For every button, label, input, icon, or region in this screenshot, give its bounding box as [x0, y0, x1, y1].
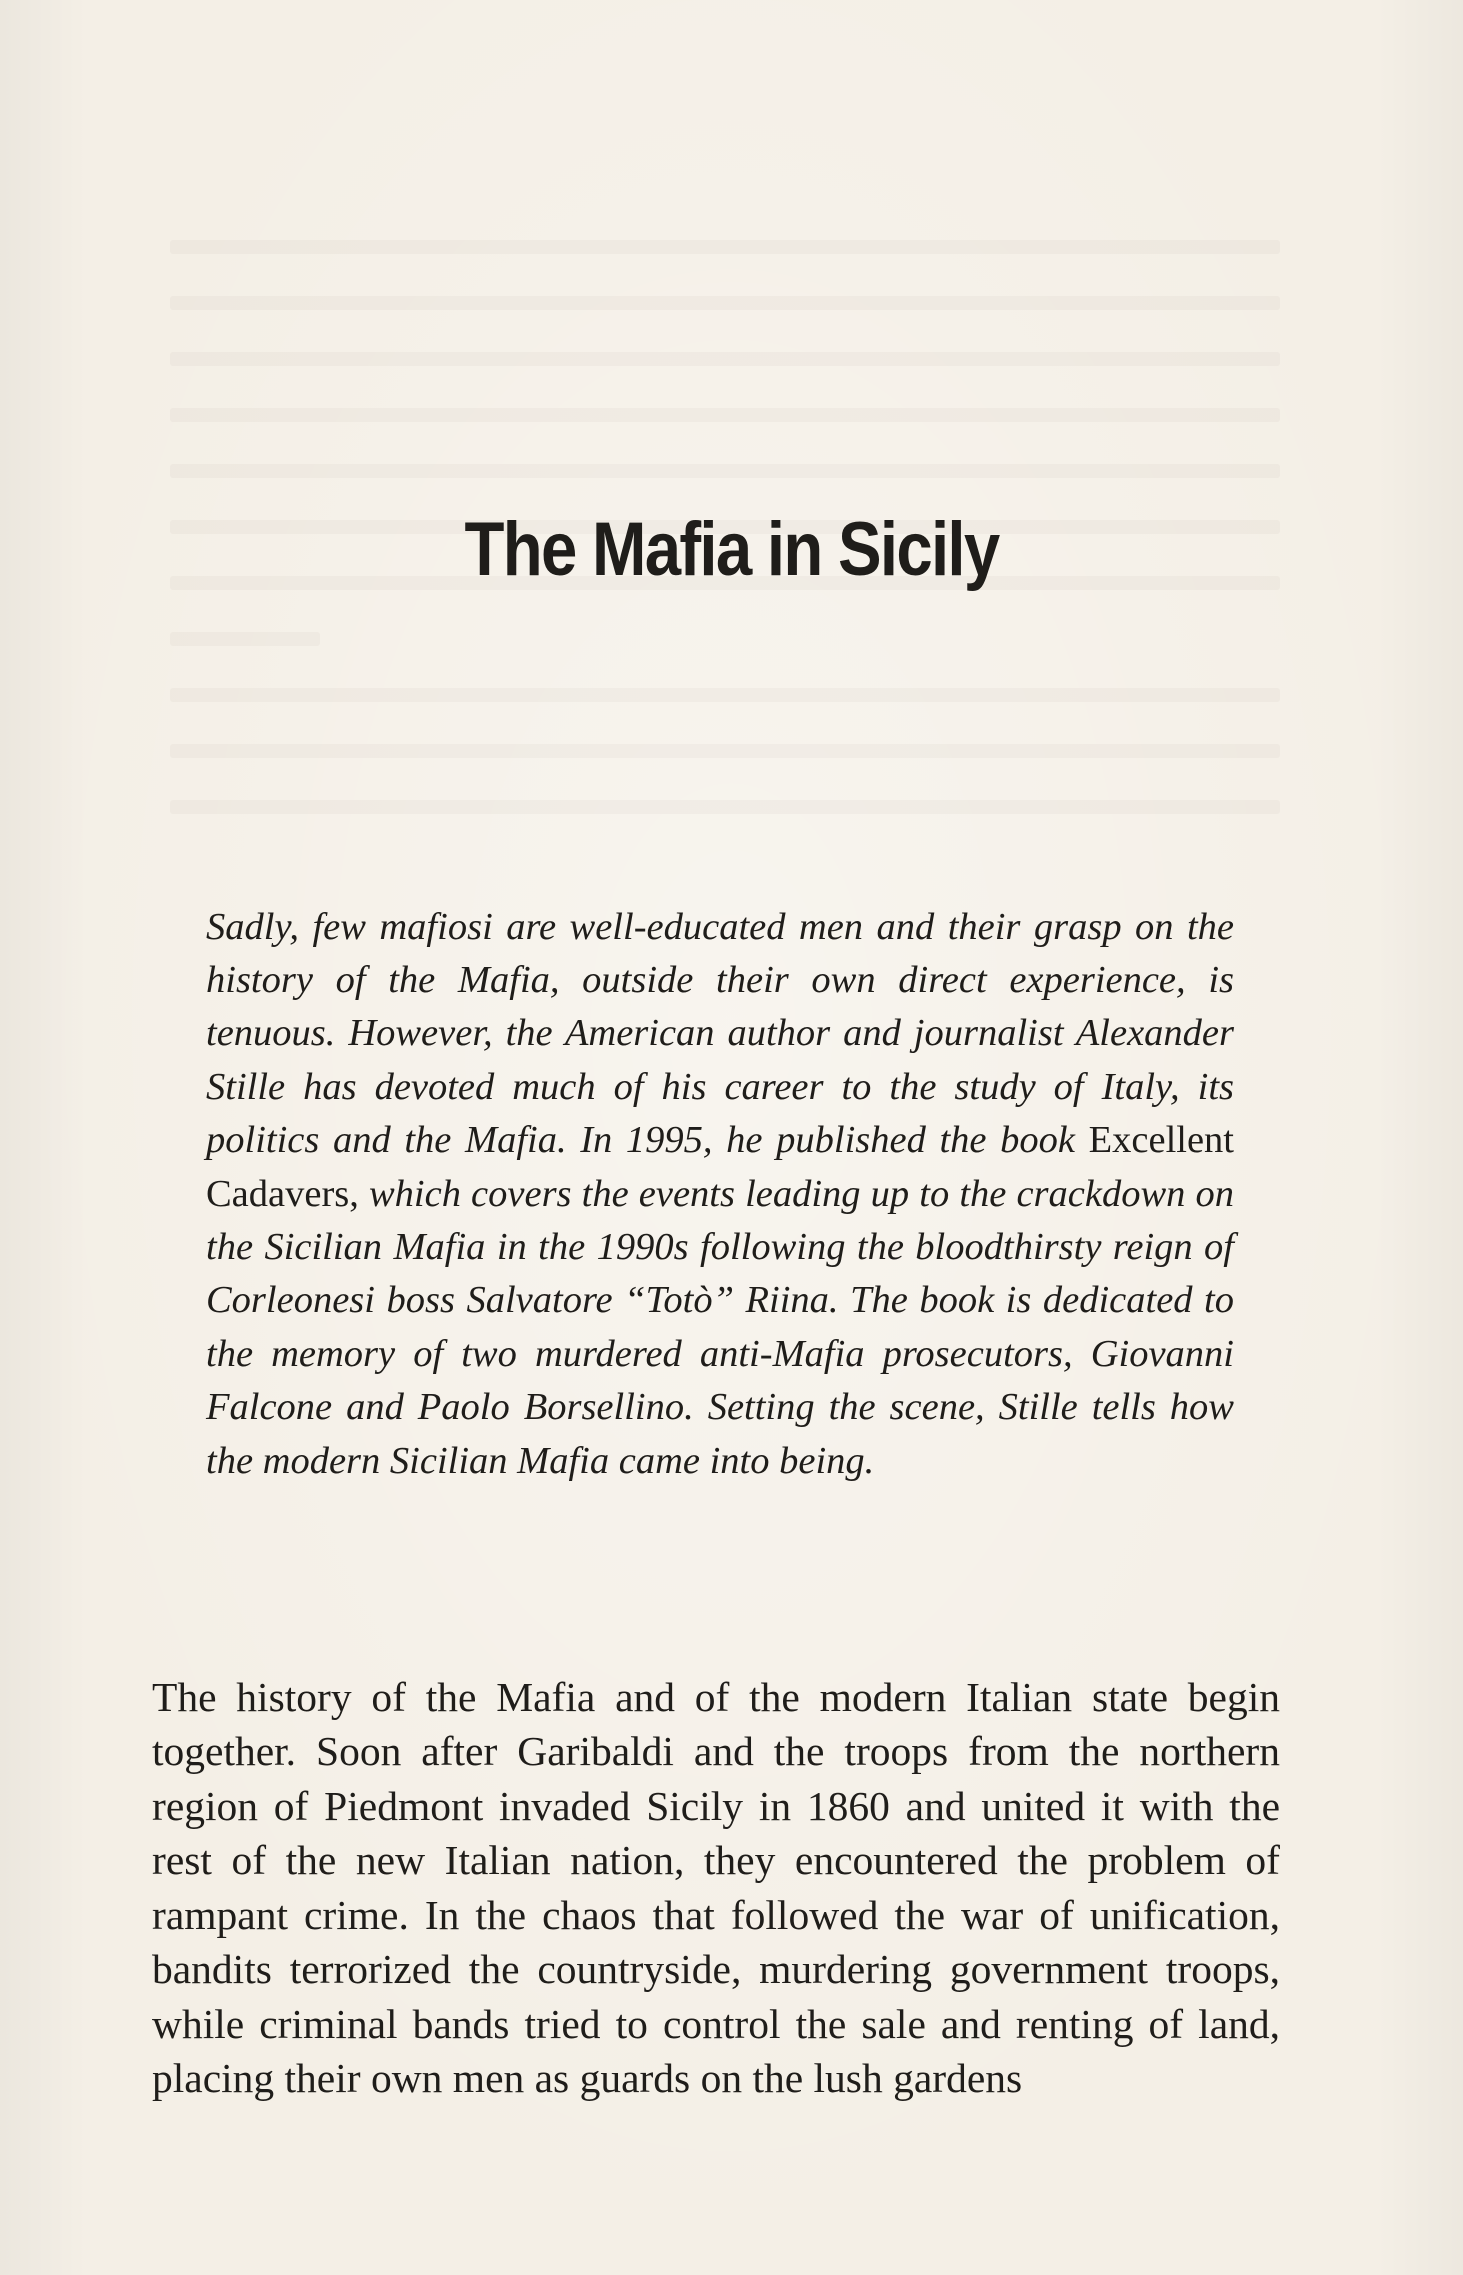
body-paragraph: The history of the Mafia and of the modern Italian state begin together. Soon after Garibaldi and the troops from the northern region of Piedmont invaded Sicily in 1860 and united it with the rest of the new Italian nation, they encountered the problem of rampant crime. In the chaos that followed the war of unification, bandits terrorized the countryside, murdering government troops, while criminal bands tried to control the sale and renting of land, placing their own men as guards on the lush gardens	[152, 1673, 1280, 2101]
show-through-line	[170, 632, 320, 646]
show-through-line	[170, 688, 1280, 702]
book-title: Excellent Cadavers,	[206, 1119, 1234, 1215]
intro-text-part2: which covers the events leading up to the crackdown on the Sicilian Mafia in the 1990s following the bloodthirsty reign of Corleonesi boss Salvatore “Totò” Riina. The book is dedicated to the memory of two murdered anti-Mafia prosecutors, Giovanni Falcone and Paolo Borsellino. Setting the scene, Stille tells how the modern Sicilian Mafia came into being.	[206, 1172, 1234, 1482]
intro-text-part1: Sadly, few mafiosi are well-educated men and their grasp on the history of the Mafia, outside their own direct experience, is tenuous. However, the American author and journalist Alexander Stille has devoted much of his career to the study of Italy, its politics and the Mafia. In 1995, he published the book	[206, 905, 1234, 1162]
intro-paragraph	[206, 901, 1234, 1488]
chapter-title: The Mafia in Sicily	[464, 506, 999, 592]
show-through-line	[170, 352, 1280, 366]
show-through-line	[170, 800, 1280, 814]
show-through-line	[170, 296, 1280, 310]
show-through-line	[170, 744, 1280, 758]
show-through-line	[170, 464, 1280, 478]
show-through-line	[170, 408, 1280, 422]
show-through-line	[170, 240, 1280, 254]
